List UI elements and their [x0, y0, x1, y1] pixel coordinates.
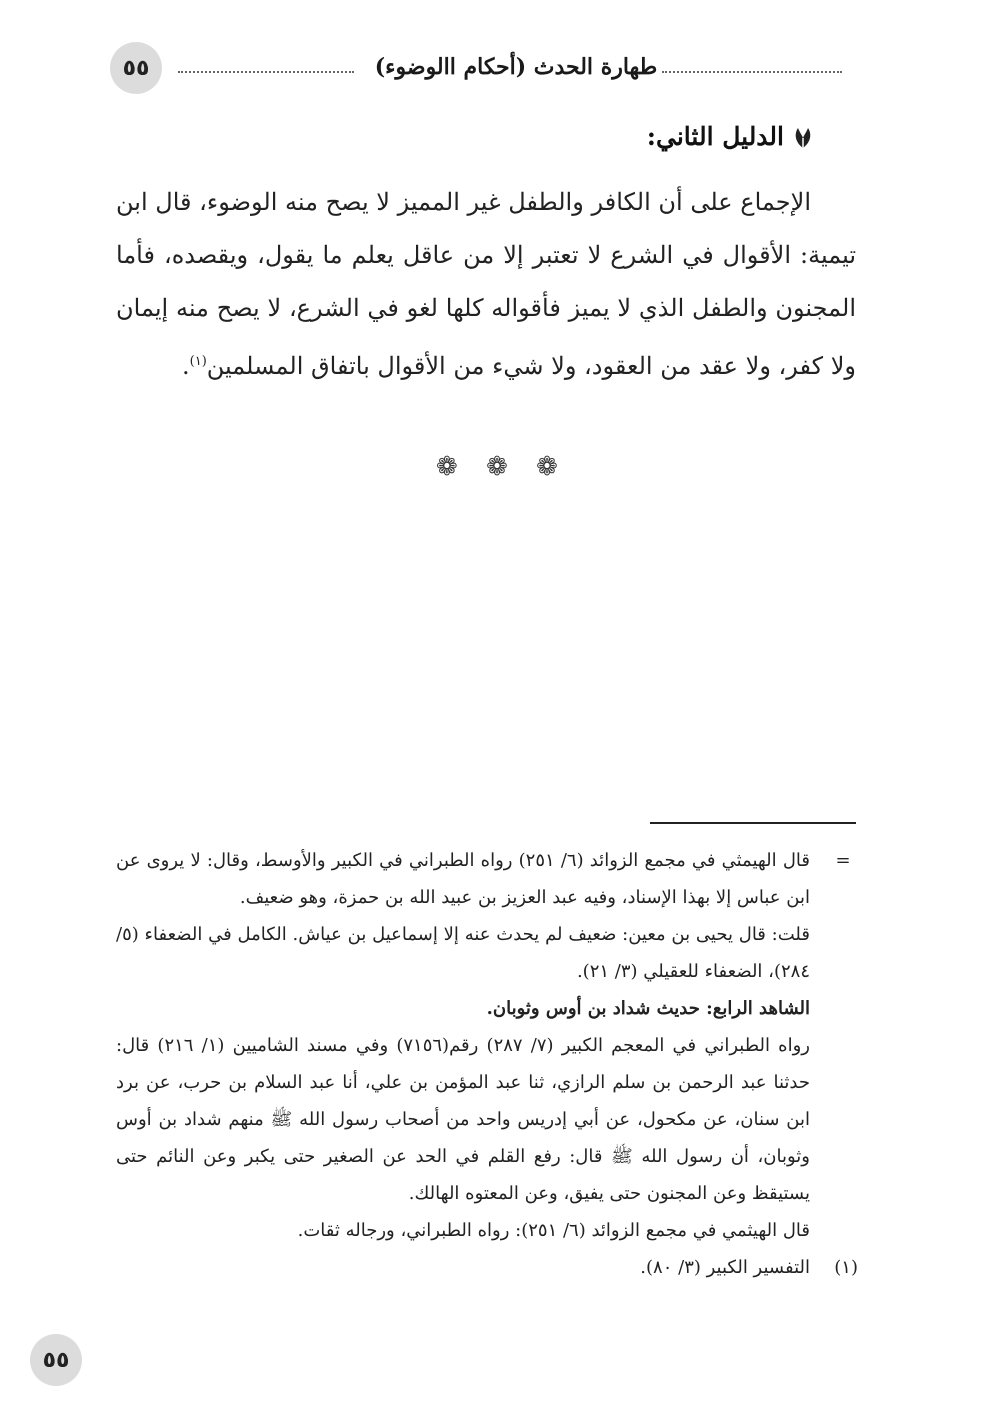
footnote-1	[116, 1249, 858, 1286]
leaf-ornament-icon	[792, 124, 814, 150]
footnote-line: قلت: قال يحيى بن معين: ضعيف لم يحدث عنه إلا إسماعيل بن عياش. الكامل في الضعفاء (٥/ ٢٨٤)، الضعفاء للعقيلي (٣/ ٢١).	[116, 924, 810, 982]
continuation-marker: =	[835, 850, 851, 871]
section-ornament: ❁ ❁ ❁	[436, 452, 568, 482]
section-heading	[647, 122, 814, 151]
page-number-badge	[110, 42, 162, 94]
page-number: ٥٥	[122, 55, 150, 81]
shahid-heading: الشاهد الرابع: حديث شداد بن أوس وثوبان.	[486, 998, 810, 1019]
footer-page-number: ٥٥	[42, 1347, 70, 1373]
section-heading-text: الدليل الثاني:	[646, 122, 784, 151]
body-paragraph-tail: .	[182, 352, 190, 380]
footer-page-number-badge	[30, 1334, 82, 1386]
footnote-reference[interactable]: (١)	[189, 354, 207, 369]
running-title: طهارة الحدث (أحكام االوضوء)	[374, 54, 658, 80]
body-paragraph-text: الإجماع على أن الكافر والطفل غير المميز لا يصح منه الوضوء، قال ابن تيمية: الأقوال في الشرع لا تعتبر إلا من عاقل يعلم ما يقول، ويقصده، فأما المجنون والطفل الذي لا يميز فأقواله كلها لغو في الشرع، لا يصح منه إيمان ولا كفر، ولا عقد من العقود، ولا شيء من الأقوال باتفاق المسلمين	[116, 188, 856, 380]
footnote-line: رواه الطبراني في المعجم الكبير (٧/ ٢٨٧) رقم(٧١٥٦) وفي مسند الشاميين (١/ ٢١٦) قال: حدثنا عبد الرحمن بن سلم الرازي، ثنا عبد المؤمن بن علي، أنا عبد السلام بن حرب، عن برد ابن سنان، عن مكحول، عن أبي إدريس واحد من أصحاب رسول الله ﷺ منهم شداد بن أوس وثوبان، أن رسول الله ﷺ قال: رفع القلم في الحد عن الصغير حتى يكبر وعن النائم حتى يستيقظ وعن المجنون حتى يفيق، وعن المعتوه الهالك.	[116, 1035, 810, 1204]
header-dotted-rule-right	[662, 71, 842, 73]
header-dotted-rule-left	[178, 71, 354, 73]
footnote-separator	[650, 822, 856, 824]
footnotes	[116, 842, 858, 1286]
footnote-line: قال الهيمثي في مجمع الزوائد (٦/ ٢٥١) رواه الطبراني في الكبير والأوسط، وقال: لا يروى عن ابن عباس إلا بهذا الإسناد، وفيه عبد العزيز بن عبيد الله بن حمزة، وهو ضعيف.	[116, 850, 810, 908]
continued-footnote	[116, 842, 858, 1249]
footnote-line: قال الهيثمي في مجمع الزوائد (٦/ ٢٥١): رواه الطبراني، ورجاله ثقات.	[297, 1220, 810, 1241]
body-text	[116, 176, 856, 393]
footnote-number: (١)	[834, 1257, 858, 1278]
body-paragraph	[116, 176, 856, 393]
footnote-text: التفسير الكبير (٣/ ٨٠).	[640, 1257, 810, 1278]
